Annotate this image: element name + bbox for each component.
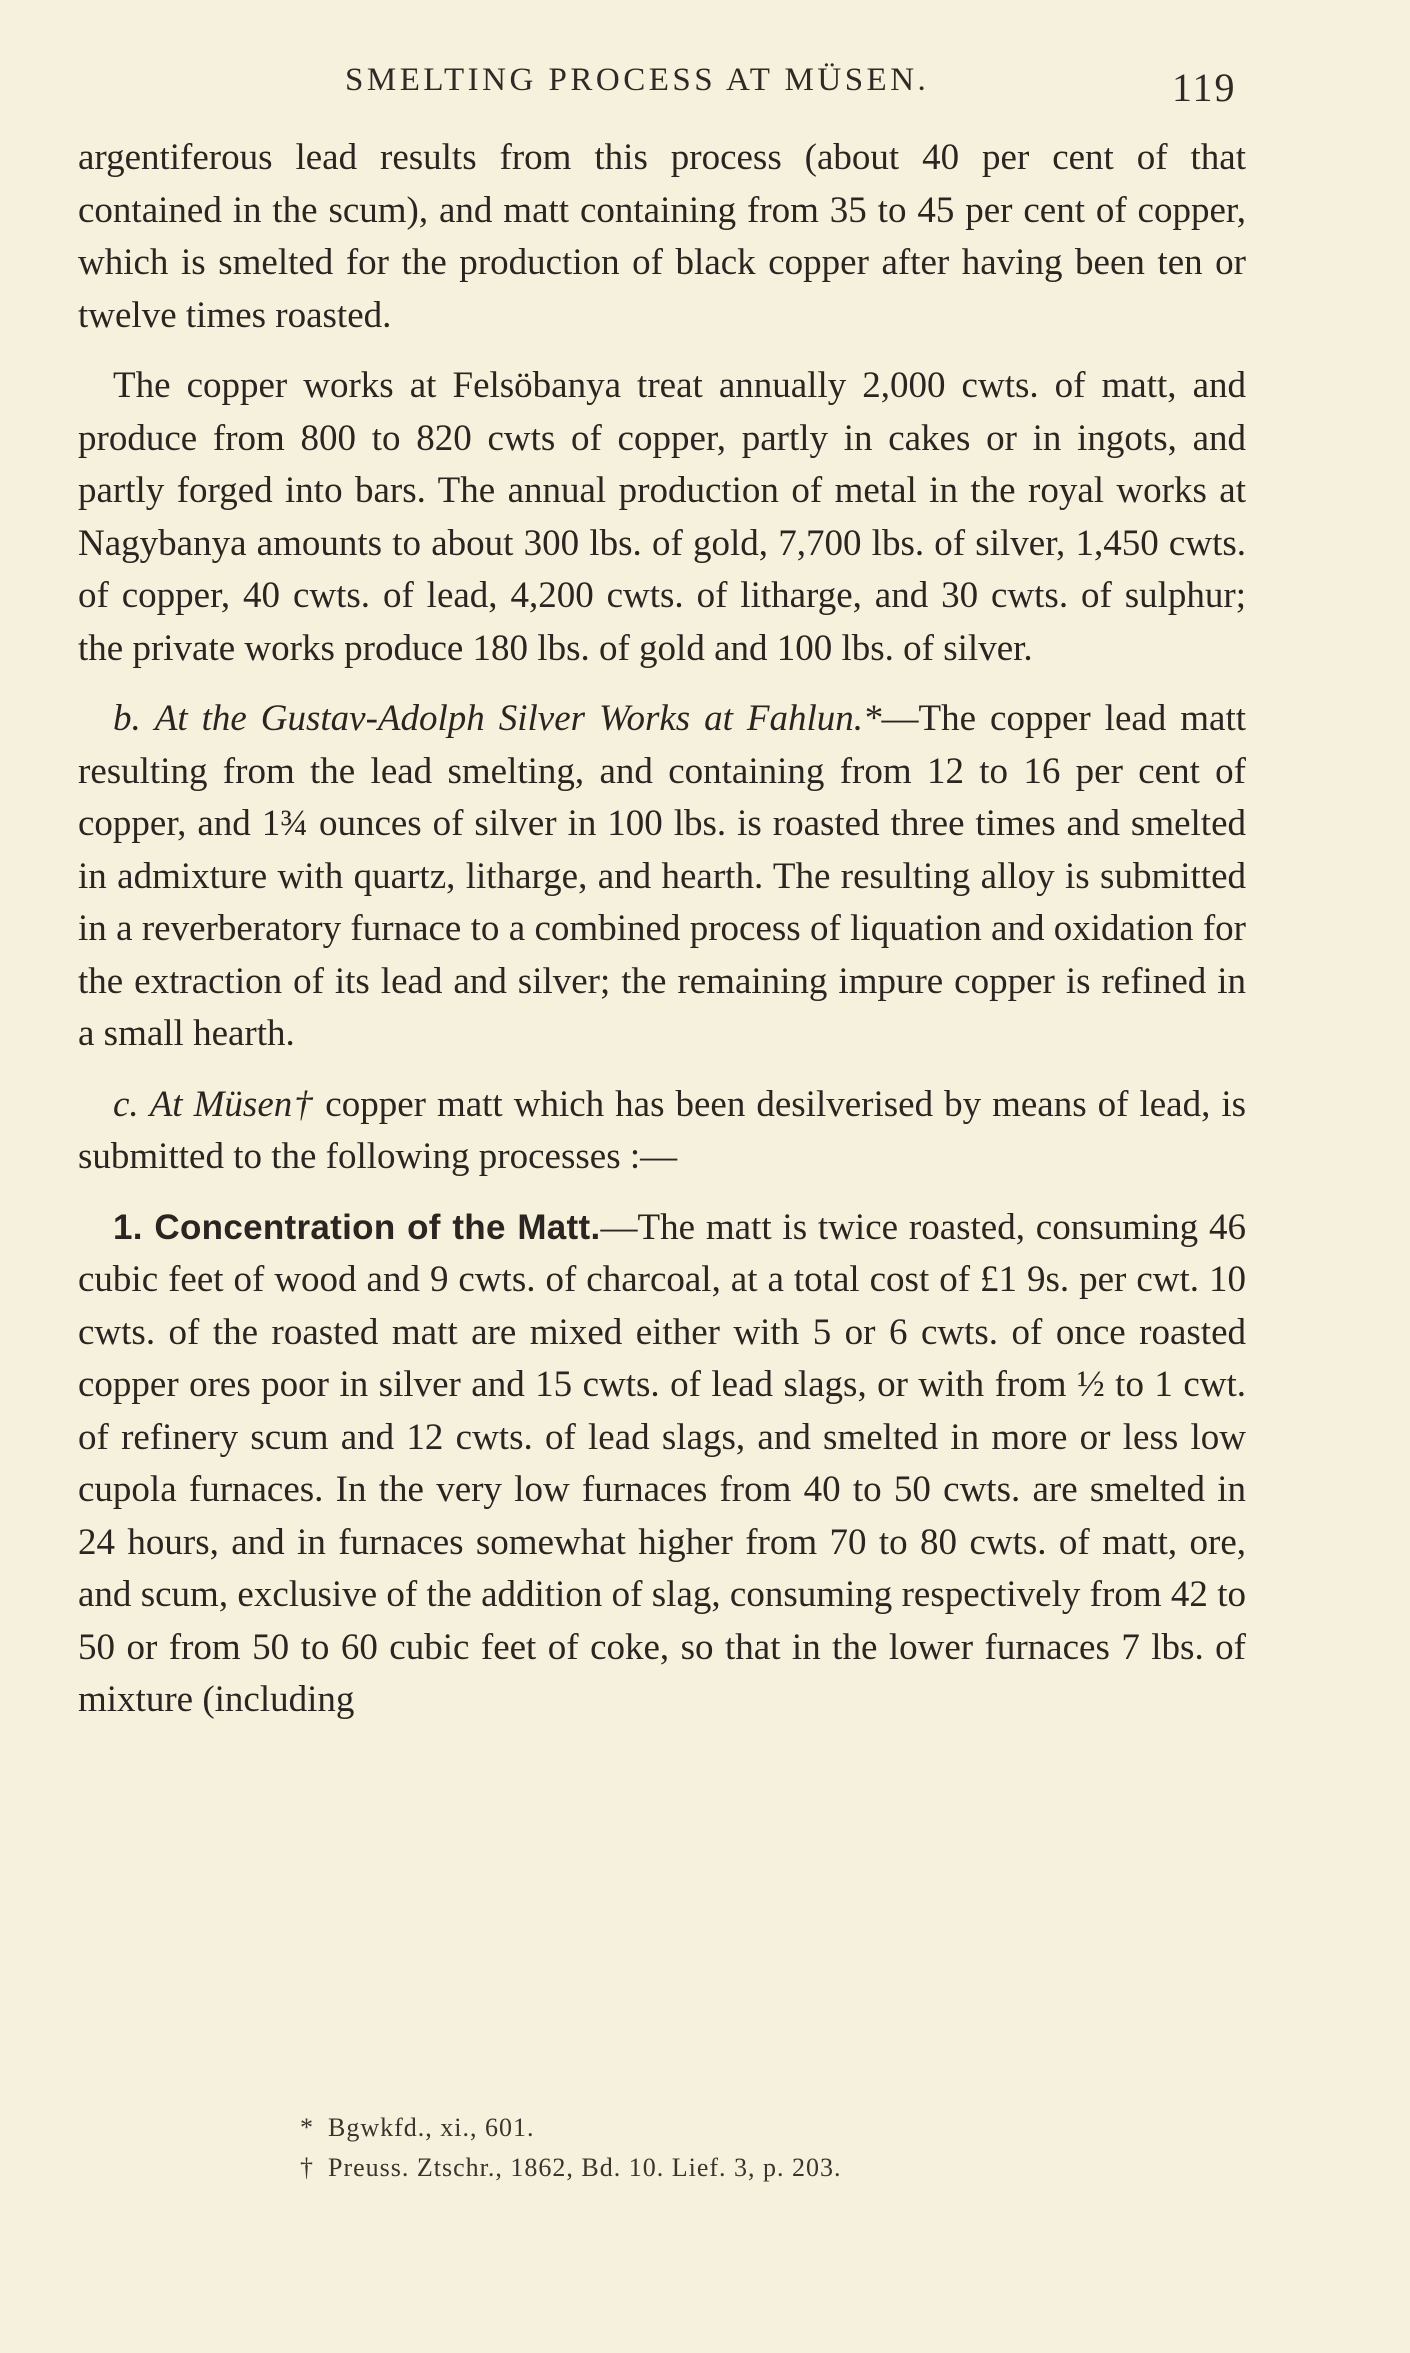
paragraph-1: argentiferous lead results from this process (about 40 per cent of that contained in the scum), and matt containing from 35 to 45 per cent of copper, which is smelted for the production of black copper after having been ten or twelve times roasted. [78,137,1246,336]
section-title-fahlun: At the Gustav-Adolph Silver Works at Fahlun.* [154,698,882,739]
paragraph-4-text: copper matt which has been desilverised by means of lead, is submitted to the following processes :— [78,1083,1247,1177]
subheading-concentration: 1. Concentration of the Matt. [113,1207,601,1247]
footnotes [300,2108,1200,2188]
section-title-musen: At Müsen† [149,1083,315,1125]
paragraph-5 [78,1202,1246,1727]
paragraph-3 [78,693,1246,1061]
page-number: 119 [1172,65,1237,110]
body-text [78,132,1246,1745]
running-head [0,62,1410,112]
footnote-1-mark: * [300,2113,314,2142]
footnote-1 [300,2108,1200,2148]
footnote-2 [300,2148,1200,2188]
paragraph-2: The copper works at Felsöbanya treat annually 2,000 cwts. of matt, and produce from 800 to 820 cwts of copper, partly in cakes or in ingots, and partly forged into bars. The annual production of metal in the royal works at Nagybanya amounts to about 300 lbs. of gold, 7,700 lbs. of silver, 1,450 cwts. of copper, 40 cwts. of lead, 4,200 cwts. of litharge, and 30 cwts. of sulphur; the private works produce 180 lbs. of gold and 100 lbs. of silver. [78,365,1246,669]
paragraph-3-text: —The copper lead matt resulting from the lead smelting, and containing from 12 to 16 per cent of copper, and 1¾ ounces of silver in 100 lbs. is roasted three times and smelted in admixture with quartz, litharge, and hearth. The resulting alloy is submitted in a reverberatory furnace to a combined process of liquation and oxidation for the extraction of its lead and silver; the remaining impure copper is refined in a small hearth. [78,698,1247,1054]
section-label-b: b. [113,698,141,739]
paragraph-5-text: —The matt is twice roasted, consuming 46 cubic feet of wood and 9 cwts. of charcoal, at a total cost of £1 9s. per cwt. 10 cwts. of the roasted matt are mixed either with 5 or 6 cwts. of once roasted copper ores poor in silver and 15 cwts. of lead slags, or with from ½ to 1 cwt. of refinery scum and 12 cwts. of lead slags, and smelted in more or less low cupola furnaces. In the very low furnaces from 40 to 50 cwts. are smelted in 24 hours, and in furnaces somewhat higher from 70 to 80 cwts. of matt, ore, and scum, exclusive of the addition of slag, consuming respectively from 42 to 50 or from 50 to 60 cubic feet of coke, so that in the lower furnaces 7 lbs. of mixture (including [78,1206,1246,1720]
running-title: SMELTING PROCESS AT MÜSEN. [345,62,930,98]
footnote-2-mark: † [300,2153,314,2182]
footnote-2-text: Preuss. Ztschr., 1862, Bd. 10. Lief. 3, p. 203. [328,2153,842,2182]
section-label-c: c. [113,1083,139,1125]
paragraph-4 [78,1079,1246,1184]
footnote-1-text: Bgwkfd., xi., 601. [328,2113,535,2142]
